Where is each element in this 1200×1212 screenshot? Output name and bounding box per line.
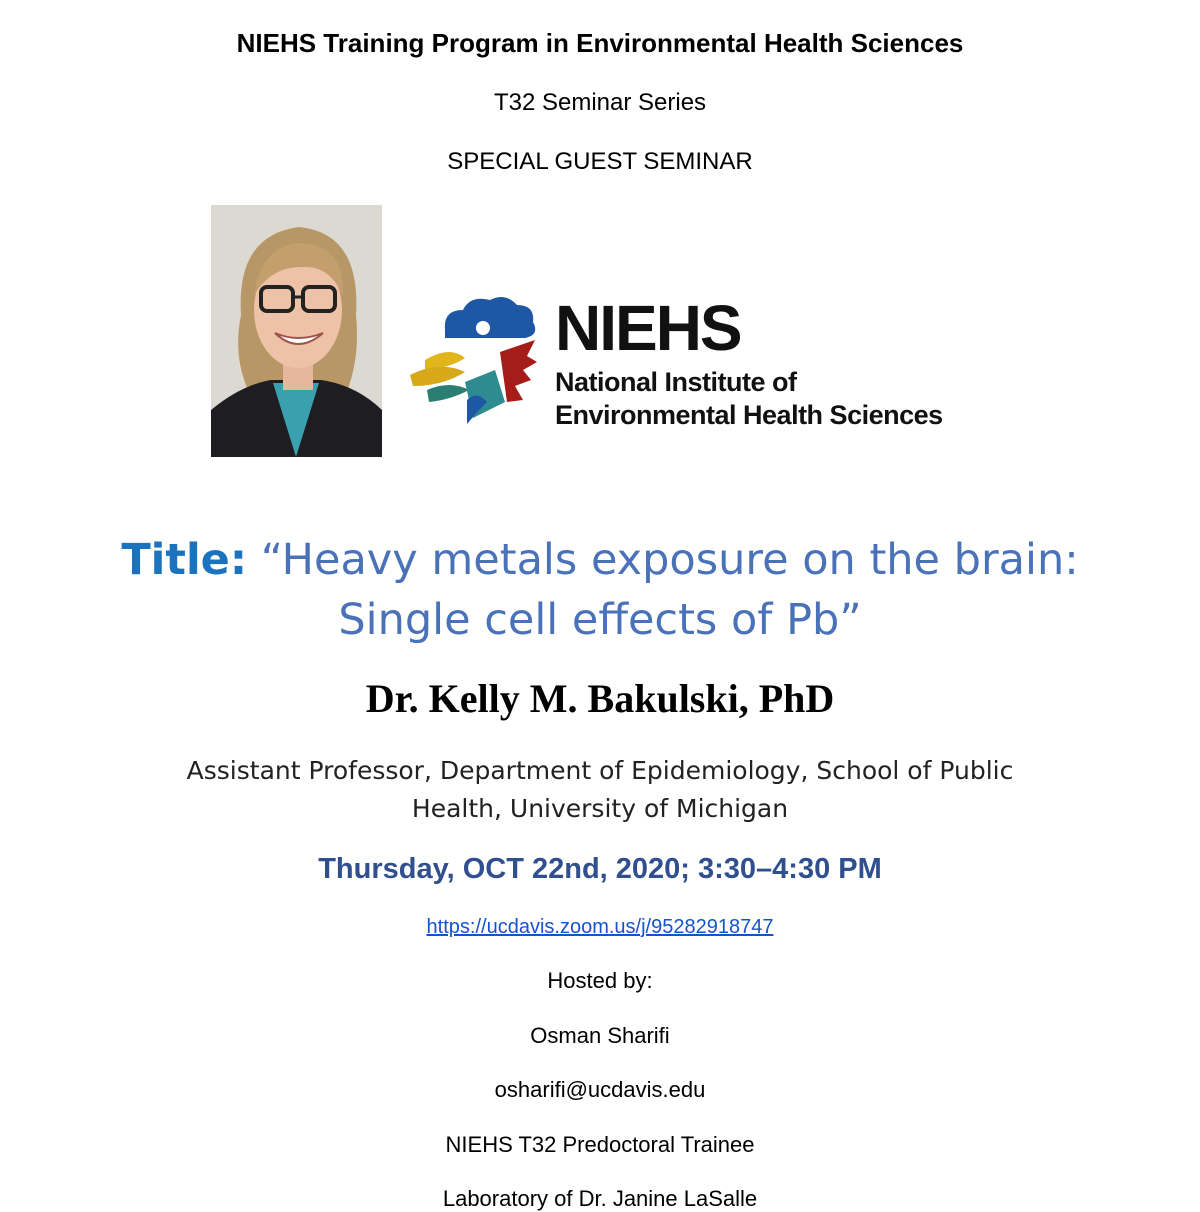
logo-acronym: NIEHS xyxy=(555,292,741,364)
logo-line-2: Environmental Health Sciences xyxy=(555,400,943,430)
seminar-title xyxy=(0,530,1200,650)
speaker-affiliation xyxy=(0,752,1200,828)
host-email: osharifi@ucdavis.edu xyxy=(494,1077,706,1102)
program-title: NIEHS Training Program in Environmental Health Sciences xyxy=(236,28,964,58)
seminar-datetime: Thursday, OCT 22nd, 2020; 3:30–4:30 PM xyxy=(318,853,882,885)
niehs-logo xyxy=(405,290,960,440)
logo-line-1: National Institute of xyxy=(555,367,797,397)
seminar-title-line-2: Single cell effects of Pb” xyxy=(338,595,862,645)
title-text-1: “Heavy metals exposure on the brain: xyxy=(260,535,1079,585)
host-role: NIEHS T32 Predoctoral Trainee xyxy=(445,1132,755,1157)
event-type: SPECIAL GUEST SEMINAR xyxy=(447,148,753,175)
affiliation-line-1: Assistant Professor, Department of Epidemiology, School of Public xyxy=(186,756,1014,785)
host-name: Osman Sharifi xyxy=(530,1023,670,1048)
series-name: T32 Seminar Series xyxy=(493,89,707,116)
host-lab: Laboratory of Dr. Janine LaSalle xyxy=(442,1186,758,1211)
affiliation-line-2: Health, University of Michigan xyxy=(411,794,789,823)
hosted-by-label: Hosted by: xyxy=(547,968,653,993)
speaker-photo xyxy=(211,205,382,457)
title-label: Title: xyxy=(121,535,248,585)
speaker-name: Dr. Kelly M. Bakulski, PhD xyxy=(365,676,835,721)
seminar-title-line-1 xyxy=(0,530,1200,590)
niehs-emblem-icon xyxy=(405,290,555,440)
zoom-link[interactable]: https://ucdavis.zoom.us/j/95282918747 xyxy=(426,916,774,938)
logo-full-name xyxy=(555,366,943,432)
